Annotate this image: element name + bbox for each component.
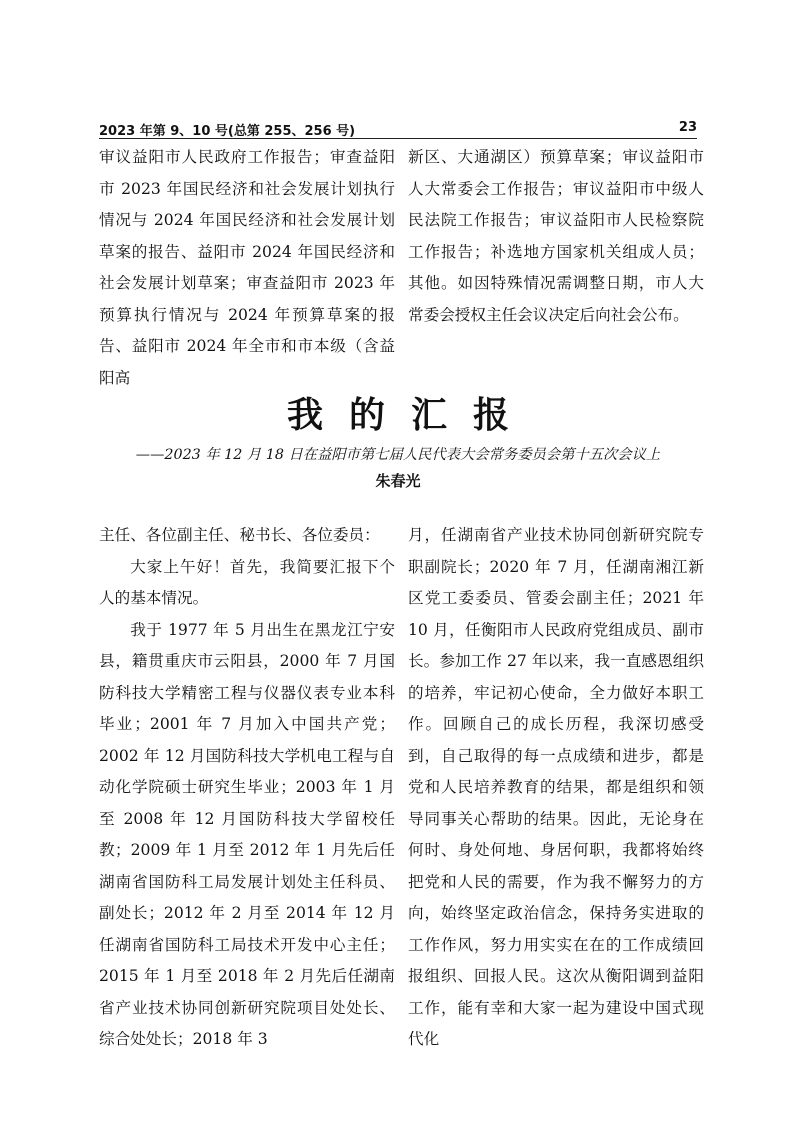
article-subtitle: ——2023 年 12 月 18 日在益阳市第七届人民代表大会常务委员会第十五次会议上 bbox=[135, 447, 661, 463]
issue-info: 2023 年第 9、10 号(总第 255、256 号) bbox=[99, 124, 356, 139]
article-column-right bbox=[408, 520, 704, 1056]
article-title: 我的汇报 bbox=[286, 394, 535, 436]
salutation: 主任、各位副主任、秘书长、各位委员： bbox=[99, 526, 380, 544]
previous-article-text-right: 新区、大通湖区）预算草案；审议益阳市人大常委会工作报告；审议益阳市中级人民法院工作报告；审议益阳市人民检察院工作报告；补选地方国家机关组成人员；其他。如因特殊情况需调整日期，市人大常委会授权主任会议决定后向社会公布。 bbox=[408, 148, 704, 324]
previous-article-text-left: 审议益阳市人民政府工作报告；审查益阳市 2023 年国民经济和社会发展计划执行情况与 2024 年国民经济和社会发展计划草案的报告、益阳市 2024 年国民经济和社会发展计划草案；审查益阳市 2023 年预算执行情况与 2024 年预算草案的报告、益阳市 2024 年全市和市本级（含益阳高 bbox=[99, 148, 395, 387]
article-author: 朱春光 bbox=[375, 472, 421, 490]
paragraph: 我于 1977 年 5 月出生在黑龙江宁安县，籍贯重庆市云阳县，2000 年 7 月国防科技大学精密工程与仪器仪表专业本科毕业；2001 年 7 月加入中国共产党；2002 年 12 月国防科技大学机电工程与自动化学院硕士研究生毕业；2003 年 1 月至 2008 年 12 月国防科技大学留校任教；2009 年 1 月至 2012 年 1 月先后任湖南省国防科工局发展计划处主任科员、副处长；2012 年 2 月至 2014 年 12 月任湖南省国防科工局技术开发中心主任；2015 年 1 月至 2018 年 2 月先后任湖南省产业技术协同创新研究院项目处处长、综合处处长；2018 年 3 bbox=[99, 620, 395, 1048]
header-rule bbox=[99, 138, 697, 139]
running-header bbox=[99, 118, 697, 138]
paragraph-continued: 月，任湖南省产业技术协同创新研究院专职副院长；2020 年 7 月，任湖南湘江新区党工委委员、管委会副主任；2021 年 10 月，任衡阳市人民政府党组成员、副市长。参加工作 27 年以来，我一直感恩组织的培养，牢记初心使命，全力做好本职工作。回顾自己的成长历程，我深切感受到，自己取得的每一点成绩和进步，都是党和人民培养教育的结果，都是组织和领导同事关心帮助的结果。因此，无论身在何时、身处何地、身居何职，我都将始终把党和人民的需要，作为我不懈努力的方向，始终坚定政治信念，保持务实进取的工作作风，努力用实实在在的工作成绩回报组织、回报人民。这次从衡阳调到益阳工作，能有幸和大家一起为建设中国式现代化 bbox=[408, 526, 704, 1048]
article-column-left bbox=[99, 520, 395, 1056]
paragraph: 大家上午好！首先，我简要汇报下个人的基本情况。 bbox=[99, 557, 395, 607]
previous-article-column-right bbox=[408, 142, 704, 331]
page-number: 23 bbox=[678, 120, 697, 135]
previous-article-column-left bbox=[99, 142, 395, 394]
